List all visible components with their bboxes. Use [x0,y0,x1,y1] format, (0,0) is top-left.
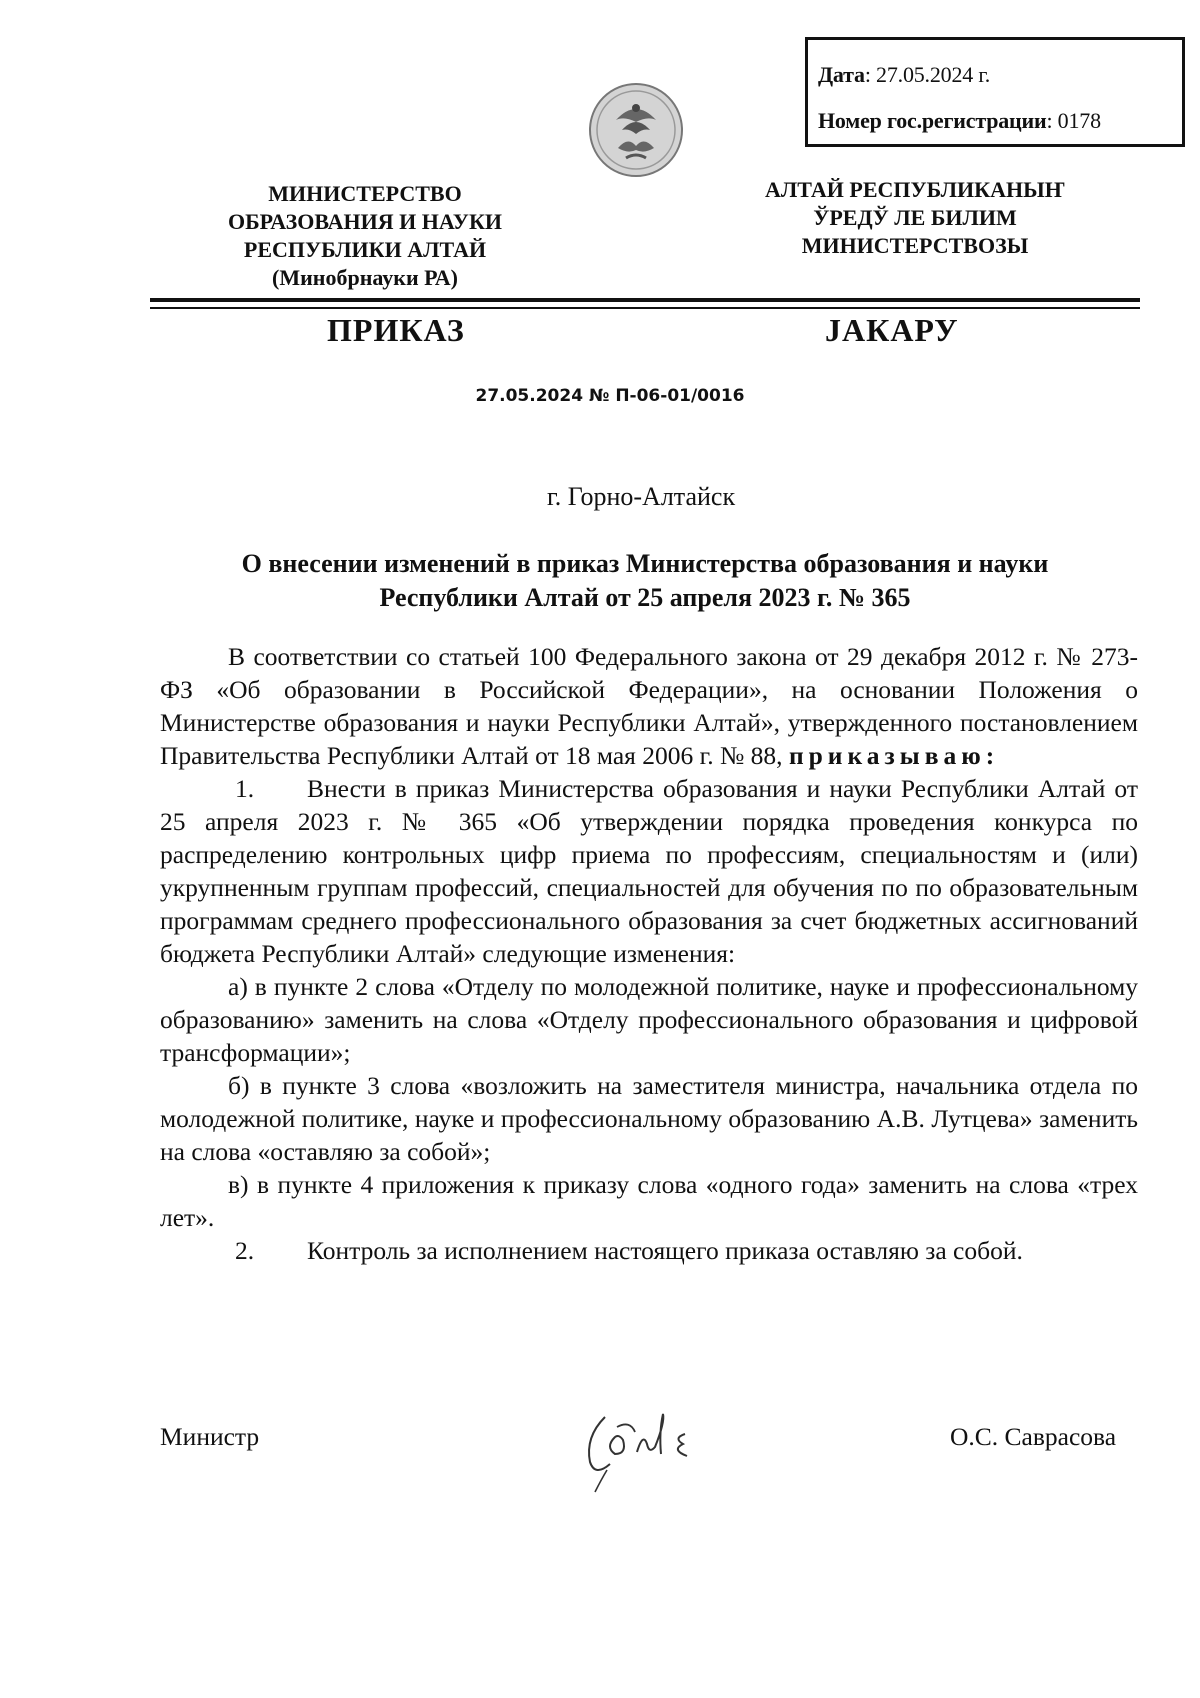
registration-date-value: : 27.05.2024 г. [864,62,990,87]
sub-item-b: б) в пункте 3 слова «возложить на заместителя министра, начальника отдела по молодежной политике, науке и профессиональному образованию А.В. Лутцева» заменить на слова «оставляю за собой»; [160,1071,1138,1166]
registration-number-label: Номер гос.регистрации [818,108,1047,133]
org-name-russian [190,180,540,292]
registration-date [818,62,990,88]
registration-number [818,108,1101,134]
signatory-title: Министр [160,1422,260,1451]
item-1 [160,772,1138,970]
order-title-russian: ПРИКАЗ [327,312,465,348]
org-ru-line: ОБРАЗОВАНИЯ И НАУКИ [227,209,503,234]
heading-line: О внесении изменений в приказ Министерства образования и науки [241,549,1049,578]
coat-of-arms-emblem [588,78,684,182]
city: г. Горно-Алтайск [547,482,736,511]
preamble-paragraph [160,640,1138,772]
preamble-text: В соответствии со статьей 100 Федерального закона от 29 декабря 2012 г. № 273-ФЗ «Об образовании в Российской Федерации», на основании Положения о Министерстве образования и науки Республики Алтай», утвержденного постановлением Правительства Республики Алтай от 18 мая 2006 г. № 88, [160,642,1138,770]
registration-date-label: Дата [818,62,865,87]
item-1-text: Внести в приказ Министерства образования и науки Республики Алтай от 25 апреля 2023 г. № 365 «Об утверждении порядка проведения конкурса по распределению контрольных цифр приема по профессиям, специальностям и (или) укрупненным группам профессий, специальностей для обучения по по образовательным программам среднего профессионального образования за счет бюджетных ассигнований бюджета Республики Алтай» следующие изменения: [160,774,1138,968]
handwritten-signature [575,1392,735,1502]
order-number: 27.05.2024 № П-06-01/0016 [475,386,745,406]
org-ru-line: МИНИСТЕРСТВО [268,181,462,206]
document-heading [150,547,1140,615]
order-title-altai: ЈАКАРУ [825,312,959,348]
order-word: приказываю: [788,741,1000,770]
item-2-number: 2. [235,1236,255,1265]
item-2 [160,1234,1138,1267]
item-1-number: 1. [235,774,255,803]
registration-box [805,37,1185,147]
org-ru-line: РЕСПУБЛИКИ АЛТАЙ [243,237,487,262]
org-alt-line: АЛТАЙ РЕСПУБЛИКАНЫҤ [765,177,1065,202]
org-ru-line: (Минобрнауки РА) [272,265,458,290]
header-divider-thick [150,298,1140,302]
org-alt-line: МИНИСТЕРСТВОЗЫ [801,233,1029,258]
sub-item-a: а) в пункте 2 слова «Отделу по молодежной политике, науке и профессиональному образованию» заменить на слова «Отделу профессионального образования и цифровой трансформации»; [160,972,1138,1067]
signatory-name: О.С. Саврасова [950,1422,1117,1451]
org-alt-line: ЎРЕДЎ ЛЕ БИЛИМ [813,205,1017,230]
heading-line: Республики Алтай от 25 апреля 2023 г. № 365 [379,583,911,612]
item-2-text: Контроль за исполнением настоящего приказа оставляю за собой. [307,1236,1023,1265]
document-body [160,640,1138,1267]
header-divider-thin [150,307,1140,309]
sub-item-c: в) в пункте 4 приложения к приказу слова «одного года» заменить на слова «трех лет». [160,1170,1138,1232]
org-name-altai [735,176,1095,260]
registration-number-value: : 0178 [1046,108,1101,133]
